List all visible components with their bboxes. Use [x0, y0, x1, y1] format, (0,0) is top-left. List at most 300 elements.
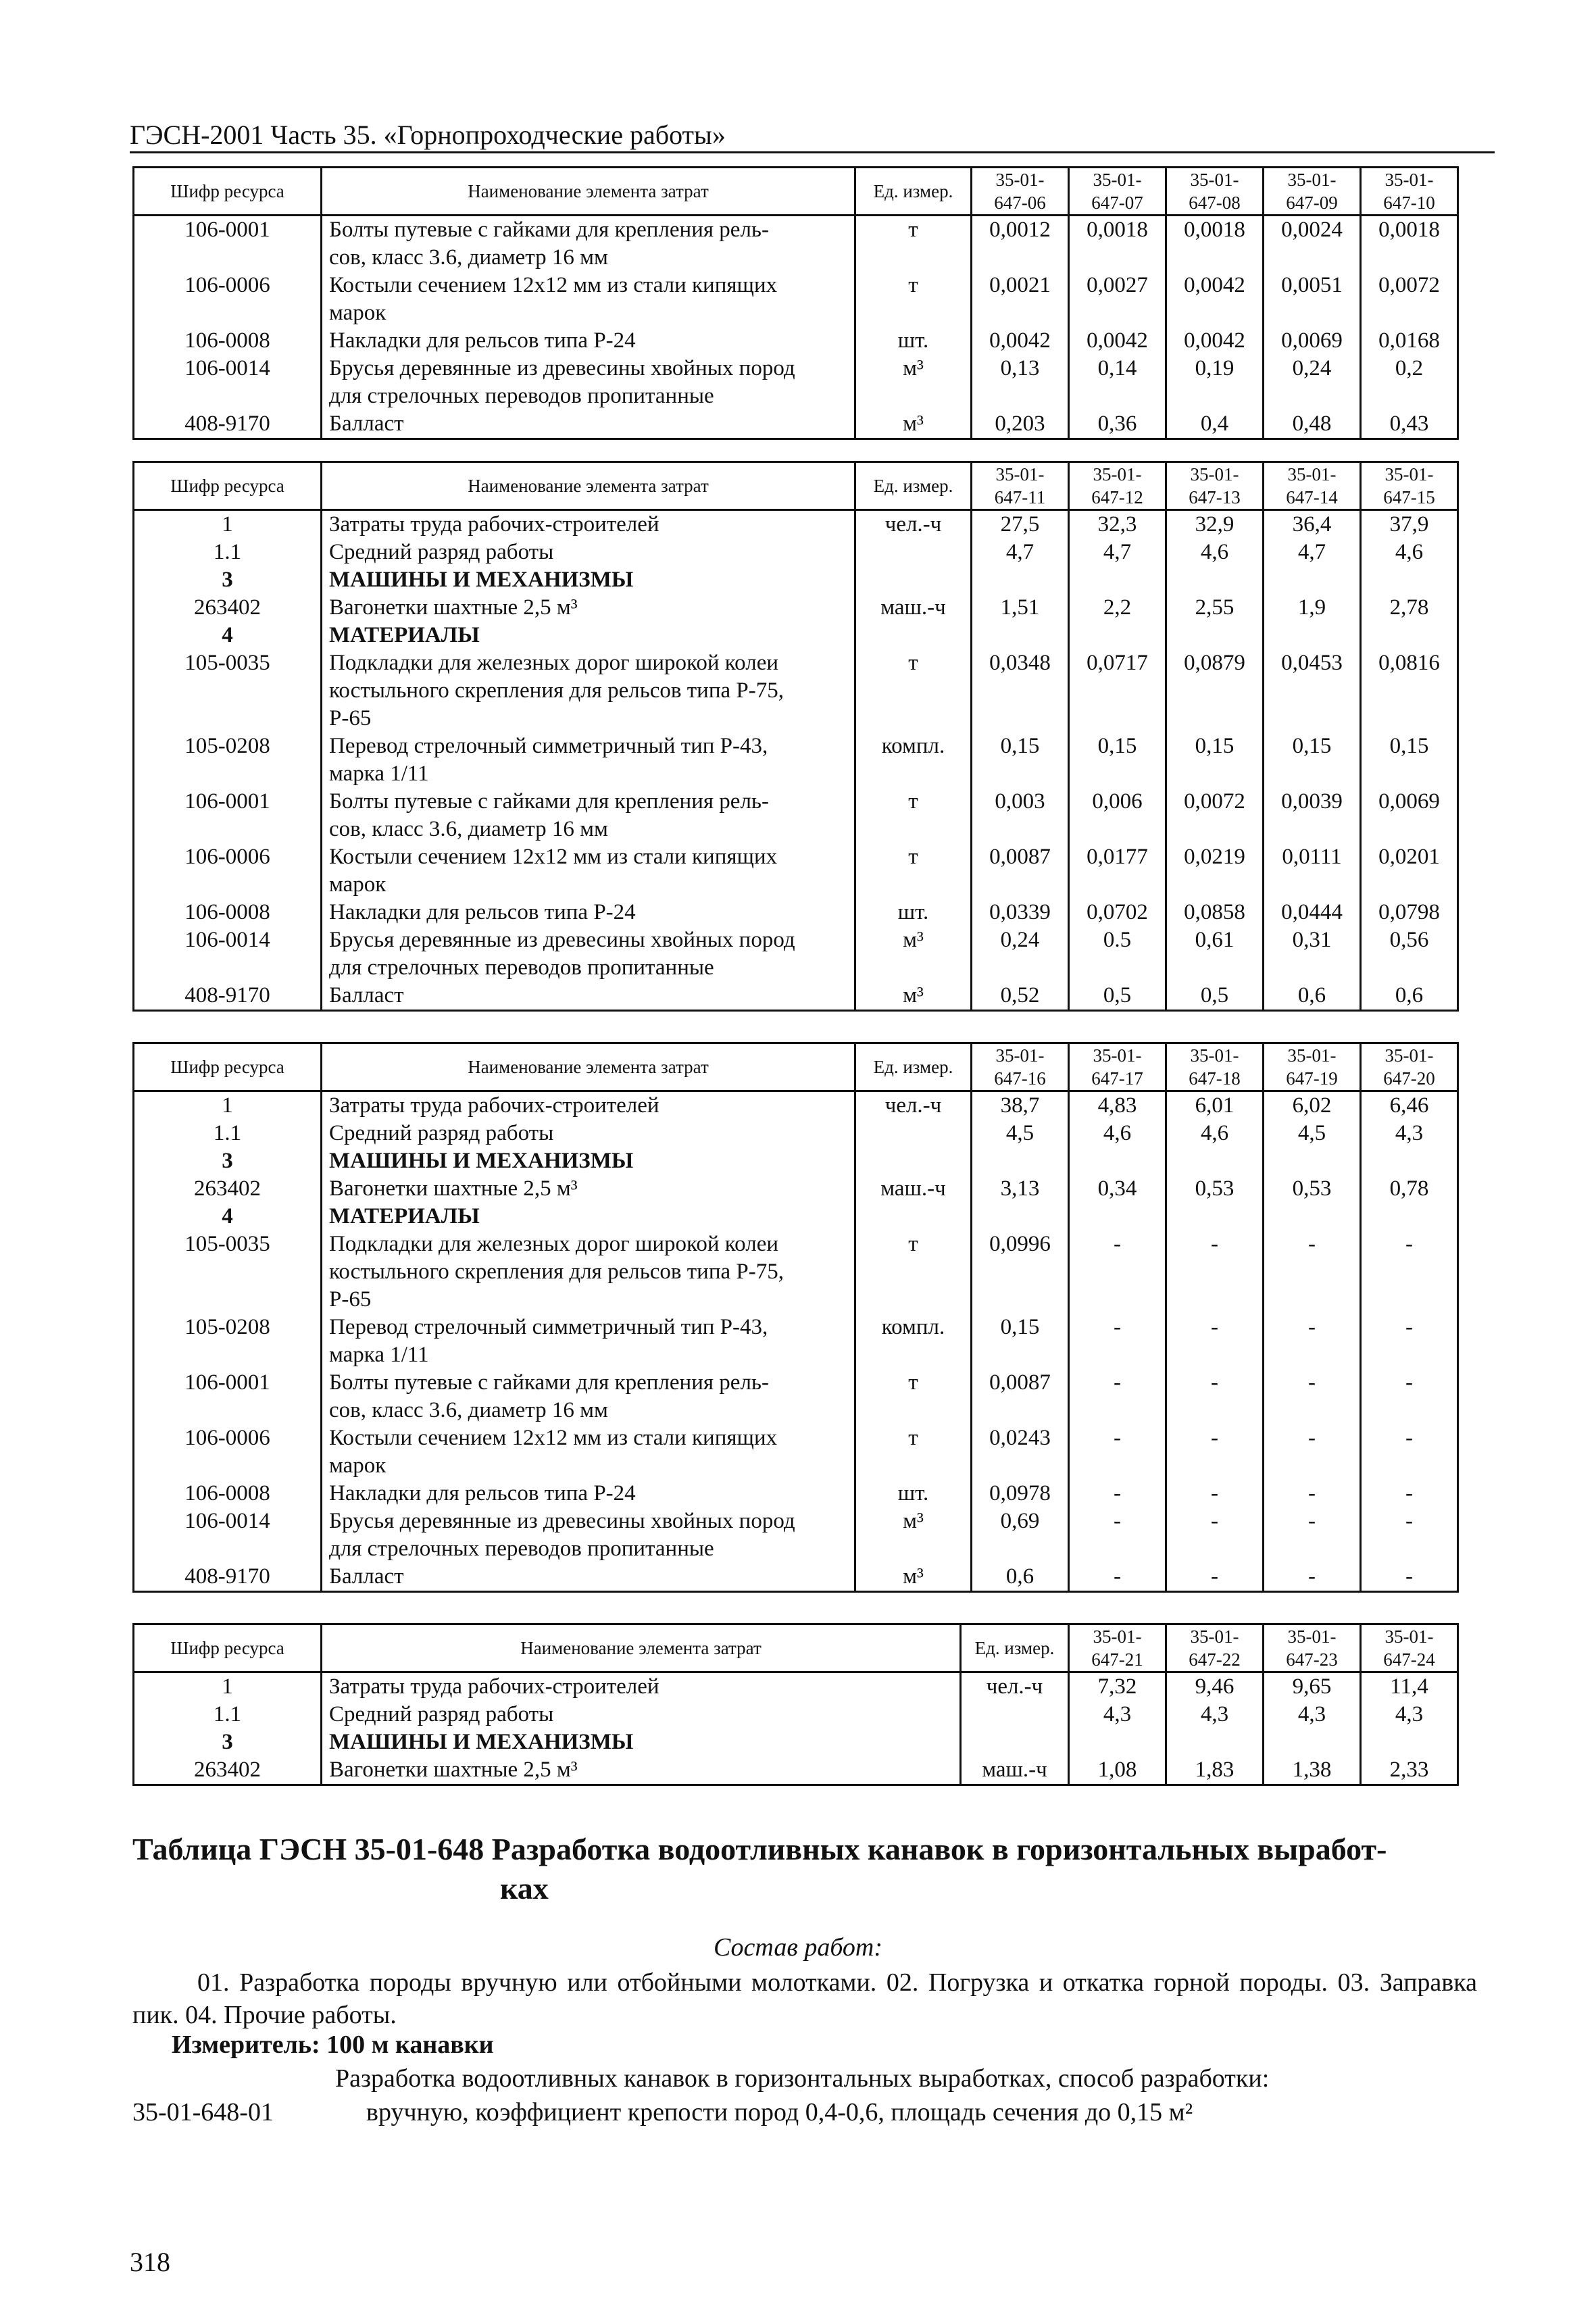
- norm-value: [1166, 622, 1264, 649]
- header-name: Наименование элемента затрат: [322, 1624, 961, 1672]
- resource-name: Затраты труда рабочих-строителей: [322, 510, 855, 539]
- resource-code: 263402: [134, 594, 322, 622]
- norm-value: [1166, 1203, 1264, 1230]
- table-row: [134, 1508, 1458, 1563]
- page-number: 318: [130, 2247, 170, 2277]
- norm-value: -: [1361, 1563, 1458, 1592]
- section-row: [134, 1147, 1458, 1175]
- header-column-code: 35-01- 647-22: [1166, 1624, 1264, 1672]
- table-row: [134, 539, 1458, 566]
- unit-of-measure: [855, 1203, 972, 1230]
- resource-code: 106-0006: [134, 272, 322, 327]
- resource-name: Накладки для рельсов типа Р-24: [322, 327, 855, 355]
- norm-value: 0,24: [1264, 355, 1361, 410]
- norm-value: [1361, 622, 1458, 649]
- unit-of-measure: чел.-ч: [855, 510, 972, 539]
- norm-value: 0,0042: [1069, 327, 1166, 355]
- norm-value: 4,6: [1069, 1120, 1166, 1147]
- resource-name: Костыли сечением 12х12 мм из стали кипящих марок: [322, 272, 855, 327]
- norm-value: [972, 1147, 1069, 1175]
- section-row: [134, 622, 1458, 649]
- norm-value: -: [1166, 1314, 1264, 1369]
- norm-value: 0,0219: [1166, 843, 1264, 899]
- header-name: Наименование элемента затрат: [322, 168, 855, 216]
- norm-value: 0,0243: [972, 1424, 1069, 1480]
- norm-value: 0,0702: [1069, 899, 1166, 926]
- resource-name: Балласт: [322, 1563, 855, 1592]
- norm-value: 0,56: [1361, 926, 1458, 982]
- resource-code: 106-0001: [134, 1369, 322, 1424]
- resource-code: 105-0208: [134, 732, 322, 788]
- method-line: Разработка водоотливных канавок в горизонтальных выработках, способ разработки:: [335, 2064, 1270, 2093]
- table-row: [134, 594, 1458, 622]
- norm-value: 0,69: [972, 1508, 1069, 1563]
- norm-value: 0,0069: [1264, 327, 1361, 355]
- resource-code: 3: [134, 1728, 322, 1756]
- norm-value: 3,13: [972, 1175, 1069, 1203]
- table-row: [134, 788, 1458, 843]
- resource-name: Перевод стрелочный симметричный тип Р-43, марка 1/11: [322, 732, 855, 788]
- norm-value: 6,46: [1361, 1091, 1458, 1120]
- norm-value: 0,15: [972, 732, 1069, 788]
- resource-code: 3: [134, 1147, 322, 1175]
- resource-code: 105-0208: [134, 1314, 322, 1369]
- section-row: [134, 1728, 1458, 1756]
- norm-value: 0,19: [1166, 355, 1264, 410]
- resource-name: МАТЕРИАЛЫ: [322, 1203, 855, 1230]
- resource-name: Средний разряд работы: [322, 1120, 855, 1147]
- norm-value: -: [1361, 1369, 1458, 1424]
- norm-value: [1166, 1728, 1264, 1756]
- norm-value: 0,203: [972, 410, 1069, 439]
- resource-table-3: [132, 1042, 1459, 1593]
- unit-of-measure: м³: [855, 410, 972, 439]
- norm-value: 27,5: [972, 510, 1069, 539]
- resource-name: Перевод стрелочный симметричный тип Р-43, марка 1/11: [322, 1314, 855, 1369]
- unit-of-measure: т: [855, 649, 972, 732]
- norm-value: 1,08: [1069, 1756, 1166, 1785]
- header-code: Шифр ресурса: [134, 462, 322, 510]
- header-column-code: 35-01- 647-13: [1166, 462, 1264, 510]
- table-row: [134, 899, 1458, 926]
- norm-value: -: [1361, 1314, 1458, 1369]
- resource-code: 106-0008: [134, 327, 322, 355]
- resource-table-2: [132, 461, 1459, 1012]
- norm-value: 0,0012: [972, 216, 1069, 272]
- norm-value: -: [1166, 1508, 1264, 1563]
- table-row: [134, 926, 1458, 982]
- resource-table-4: [132, 1623, 1459, 1786]
- resource-name: Брусья деревянные из древесины хвойных пород для стрелочных переводов пропитанные: [322, 926, 855, 982]
- norm-value: [1361, 566, 1458, 594]
- norm-value: [972, 1203, 1069, 1230]
- table-row: [134, 1314, 1458, 1369]
- unit-of-measure: чел.-ч: [961, 1672, 1069, 1701]
- norm-value: -: [1166, 1424, 1264, 1480]
- norm-value: 0,13: [972, 355, 1069, 410]
- resource-name: МАШИНЫ И МЕХАНИЗМЫ: [322, 566, 855, 594]
- resource-name: Средний разряд работы: [322, 1701, 961, 1728]
- resource-code: 4: [134, 1203, 322, 1230]
- norm-value: 36,4: [1264, 510, 1361, 539]
- norm-value: 0,15: [1069, 732, 1166, 788]
- norm-value: -: [1069, 1424, 1166, 1480]
- norm-value: -: [1069, 1230, 1166, 1314]
- norm-value: 0,53: [1264, 1175, 1361, 1203]
- resource-code: 1: [134, 510, 322, 539]
- header-column-code: 35-01- 647-19: [1264, 1043, 1361, 1091]
- resource-code: 1.1: [134, 1701, 322, 1728]
- norm-value: 4,5: [972, 1120, 1069, 1147]
- norm-value: 0,78: [1361, 1175, 1458, 1203]
- norm-value: [1361, 1728, 1458, 1756]
- section-row: [134, 1203, 1458, 1230]
- norm-value: [1166, 566, 1264, 594]
- norm-value: 38,7: [972, 1091, 1069, 1120]
- norm-value: -: [1264, 1424, 1361, 1480]
- unit-of-measure: шт.: [855, 327, 972, 355]
- norm-value: 0,31: [1264, 926, 1361, 982]
- header-name: Наименование элемента затрат: [322, 462, 855, 510]
- norm-value: 0,15: [1264, 732, 1361, 788]
- norm-value: -: [1264, 1230, 1361, 1314]
- norm-value: 4,6: [1166, 539, 1264, 566]
- norm-value: 0,0879: [1166, 649, 1264, 732]
- table-row: [134, 982, 1458, 1011]
- norm-value: 0,53: [1166, 1175, 1264, 1203]
- resource-code: 35-01-648-01: [132, 2098, 274, 2126]
- norm-value: 1,38: [1264, 1756, 1361, 1785]
- resource-code: 408-9170: [134, 982, 322, 1011]
- unit-of-measure: т: [855, 1424, 972, 1480]
- resource-name: Костыли сечением 12х12 мм из стали кипящих марок: [322, 1424, 855, 1480]
- norm-value: 0,0024: [1264, 216, 1361, 272]
- norm-value: 11,4: [1361, 1672, 1458, 1701]
- norm-value: -: [1166, 1369, 1264, 1424]
- resource-code: 105-0035: [134, 649, 322, 732]
- code-line: [132, 2097, 1193, 2127]
- table-row: [134, 1480, 1458, 1508]
- table-header-row: [134, 462, 1458, 510]
- header-column-code: 35-01- 647-23: [1264, 1624, 1361, 1672]
- table-title-line-1: Таблица ГЭСН 35-01-648 Разработка водоотливных канавок в горизонтальных выработ-: [132, 1832, 1387, 1866]
- table-row: [134, 1424, 1458, 1480]
- norm-value: 4,3: [1069, 1701, 1166, 1728]
- resource-description: вручную, коэффициент крепости пород 0,4-0,6, площадь сечения до 0,15 м²: [366, 2098, 1193, 2126]
- header-column-code: 35-01- 647-18: [1166, 1043, 1264, 1091]
- table-row: [134, 1175, 1458, 1203]
- norm-value: [972, 622, 1069, 649]
- resource-code: 1: [134, 1091, 322, 1120]
- norm-value: -: [1264, 1314, 1361, 1369]
- resource-name: Подкладки для железных дорог широкой колеи костыльного скрепления для рельсов типа Р-75, Р-65: [322, 1230, 855, 1314]
- header-column-code: 35-01- 647-20: [1361, 1043, 1458, 1091]
- header-column-code: 35-01- 647-10: [1361, 168, 1458, 216]
- unit-of-measure: маш.-ч: [855, 1175, 972, 1203]
- resource-name: Брусья деревянные из древесины хвойных пород для стрелочных переводов пропитанные: [322, 355, 855, 410]
- norm-value: 4,83: [1069, 1091, 1166, 1120]
- resource-name: Костыли сечением 12х12 мм из стали кипящих марок: [322, 843, 855, 899]
- norm-value: -: [1264, 1480, 1361, 1508]
- norm-value: [1264, 1147, 1361, 1175]
- norm-value: -: [1166, 1563, 1264, 1592]
- norm-value: 1,83: [1166, 1756, 1264, 1785]
- header-column-code: 35-01- 647-11: [972, 462, 1069, 510]
- norm-value: 0,0858: [1166, 899, 1264, 926]
- resource-table-1: [132, 166, 1459, 440]
- norm-value: 7,32: [1069, 1672, 1166, 1701]
- norm-value: 0,0051: [1264, 272, 1361, 327]
- norm-value: 0,0453: [1264, 649, 1361, 732]
- norm-value: 4,3: [1166, 1701, 1264, 1728]
- norm-value: 4,6: [1361, 539, 1458, 566]
- resource-code: 1.1: [134, 539, 322, 566]
- norm-value: 0,0339: [972, 899, 1069, 926]
- unit-of-measure: т: [855, 1369, 972, 1424]
- norm-value: [1264, 1203, 1361, 1230]
- norm-value: 32,3: [1069, 510, 1166, 539]
- resource-code: 106-0001: [134, 216, 322, 272]
- norm-value: [972, 566, 1069, 594]
- norm-value: 0,48: [1264, 410, 1361, 439]
- table-row: [134, 1369, 1458, 1424]
- resource-code: 106-0008: [134, 899, 322, 926]
- table-row: [134, 510, 1458, 539]
- header-column-code: 35-01- 647-17: [1069, 1043, 1166, 1091]
- resource-code: 263402: [134, 1756, 322, 1785]
- resource-code: 408-9170: [134, 410, 322, 439]
- unit-of-measure: м³: [855, 926, 972, 982]
- header-code: Шифр ресурса: [134, 1624, 322, 1672]
- norm-value: [1069, 1728, 1166, 1756]
- resource-code: 106-0008: [134, 1480, 322, 1508]
- norm-value: 0,0042: [1166, 327, 1264, 355]
- resource-name: Болты путевые с гайками для крепления рель- сов, класс 3.6, диаметр 16 мм: [322, 788, 855, 843]
- header-unit: Ед. измер.: [855, 462, 972, 510]
- norm-value: 0,15: [1361, 732, 1458, 788]
- norm-value: -: [1166, 1230, 1264, 1314]
- norm-value: 4,3: [1361, 1120, 1458, 1147]
- norm-value: 0,0069: [1361, 788, 1458, 843]
- norm-value: 0,15: [1166, 732, 1264, 788]
- table-row: [134, 1563, 1458, 1592]
- norm-value: 0,0201: [1361, 843, 1458, 899]
- header-column-code: 35-01- 647-14: [1264, 462, 1361, 510]
- unit-of-measure: [855, 622, 972, 649]
- resource-name: Болты путевые с гайками для крепления рель- сов, класс 3.6, диаметр 16 мм: [322, 1369, 855, 1424]
- header-column-code: 35-01- 647-09: [1264, 168, 1361, 216]
- norm-value: [1069, 1147, 1166, 1175]
- norm-value: 0,14: [1069, 355, 1166, 410]
- norm-value: 0,6: [1361, 982, 1458, 1011]
- norm-value: 0,5: [1166, 982, 1264, 1011]
- norm-value: 2,78: [1361, 594, 1458, 622]
- norm-value: 4,6: [1166, 1120, 1264, 1147]
- unit-of-measure: [855, 539, 972, 566]
- unit-of-measure: маш.-ч: [855, 594, 972, 622]
- unit-of-measure: [855, 1120, 972, 1147]
- norm-value: -: [1069, 1563, 1166, 1592]
- norm-value: 0,36: [1069, 410, 1166, 439]
- header-column-code: 35-01- 647-21: [1069, 1624, 1166, 1672]
- norm-value: 0,0087: [972, 843, 1069, 899]
- norm-value: 0,15: [972, 1314, 1069, 1369]
- norm-value: 0,4: [1166, 410, 1264, 439]
- norm-value: [1166, 1147, 1264, 1175]
- norm-value: 9,46: [1166, 1672, 1264, 1701]
- unit-of-measure: м³: [855, 355, 972, 410]
- table-title-line-2: ках: [500, 1871, 549, 1906]
- header-column-code: 35-01- 647-07: [1069, 168, 1166, 216]
- composition-text: 01. Разработка породы вручную или отбойными молотками. 02. Погрузка и откатка горной породы. 03. Заправка пик. 04. Прочие работы.: [132, 1968, 1477, 2029]
- norm-value: 4,7: [1264, 539, 1361, 566]
- resource-name: МАШИНЫ И МЕХАНИЗМЫ: [322, 1147, 855, 1175]
- header-code: Шифр ресурса: [134, 1043, 322, 1091]
- resource-code: 263402: [134, 1175, 322, 1203]
- norm-value: 4,5: [1264, 1120, 1361, 1147]
- header-unit: Ед. измер.: [855, 168, 972, 216]
- resource-code: 106-0006: [134, 843, 322, 899]
- resource-name: Накладки для рельсов типа Р-24: [322, 1480, 855, 1508]
- norm-value: 0,6: [1264, 982, 1361, 1011]
- norm-value: 0,52: [972, 982, 1069, 1011]
- table-row: [134, 1756, 1458, 1785]
- unit-of-measure: чел.-ч: [855, 1091, 972, 1120]
- measurer: Измеритель: 100 м канавки: [172, 2031, 494, 2059]
- norm-value: 6,01: [1166, 1091, 1264, 1120]
- norm-value: 0,5: [1069, 982, 1166, 1011]
- norm-value: -: [1069, 1480, 1166, 1508]
- norm-value: 2,2: [1069, 594, 1166, 622]
- table-row: [134, 1120, 1458, 1147]
- header-column-code: 35-01- 647-15: [1361, 462, 1458, 510]
- resource-name: Средний разряд работы: [322, 539, 855, 566]
- norm-value: 0,0348: [972, 649, 1069, 732]
- norm-value: 37,9: [1361, 510, 1458, 539]
- unit-of-measure: [961, 1701, 1069, 1728]
- unit-of-measure: т: [855, 788, 972, 843]
- table-row: [134, 1230, 1458, 1314]
- norm-value: -: [1361, 1480, 1458, 1508]
- norm-value: [1361, 1203, 1458, 1230]
- resource-code: 106-0001: [134, 788, 322, 843]
- norm-value: 0,0816: [1361, 649, 1458, 732]
- norm-value: 4,3: [1361, 1701, 1458, 1728]
- resource-code: 106-0006: [134, 1424, 322, 1480]
- norm-value: 1,9: [1264, 594, 1361, 622]
- header-rule: [130, 151, 1495, 153]
- unit-of-measure: [961, 1728, 1069, 1756]
- resource-name: Балласт: [322, 982, 855, 1011]
- table-row: [134, 327, 1458, 355]
- norm-value: 0,0018: [1069, 216, 1166, 272]
- resource-name: Вагонетки шахтные 2,5 м³: [322, 594, 855, 622]
- resource-name: Вагонетки шахтные 2,5 м³: [322, 1756, 961, 1785]
- table-row: [134, 410, 1458, 439]
- resource-name: Болты путевые с гайками для крепления рель- сов, класс 3.6, диаметр 16 мм: [322, 216, 855, 272]
- norm-value: 32,9: [1166, 510, 1264, 539]
- header-column-code: 35-01- 647-24: [1361, 1624, 1458, 1672]
- composition-label: Состав работ:: [713, 1933, 883, 1962]
- unit-of-measure: т: [855, 843, 972, 899]
- norm-value: 2,33: [1361, 1756, 1458, 1785]
- resource-name: МАТЕРИАЛЫ: [322, 622, 855, 649]
- running-head: ГЭСН-2001 Часть 35. «Горнопроходческие работы»: [130, 120, 726, 150]
- unit-of-measure: шт.: [855, 1480, 972, 1508]
- table-header-row: [134, 1043, 1458, 1091]
- header-column-code: 35-01- 647-12: [1069, 462, 1166, 510]
- norm-value: -: [1069, 1369, 1166, 1424]
- norm-value: 0,24: [972, 926, 1069, 982]
- norm-value: -: [1361, 1508, 1458, 1563]
- norm-value: [1361, 1147, 1458, 1175]
- resource-code: 408-9170: [134, 1563, 322, 1592]
- resource-code: 3: [134, 566, 322, 594]
- norm-value: 0,0042: [1166, 272, 1264, 327]
- norm-value: 0,0018: [1361, 216, 1458, 272]
- resource-code: 106-0014: [134, 1508, 322, 1563]
- resource-name: Накладки для рельсов типа Р-24: [322, 899, 855, 926]
- norm-value: 0,006: [1069, 788, 1166, 843]
- norm-value: 0,0444: [1264, 899, 1361, 926]
- norm-value: -: [1166, 1480, 1264, 1508]
- norm-value: 0,0798: [1361, 899, 1458, 926]
- table-row: [134, 1091, 1458, 1120]
- unit-of-measure: компл.: [855, 1314, 972, 1369]
- norm-value: 0.5: [1069, 926, 1166, 982]
- table-header-row: [134, 168, 1458, 216]
- norm-value: 9,65: [1264, 1672, 1361, 1701]
- norm-value: 0,0018: [1166, 216, 1264, 272]
- table-header-row: [134, 1624, 1458, 1672]
- norm-value: 0,6: [972, 1563, 1069, 1592]
- unit-of-measure: [855, 566, 972, 594]
- table-row: [134, 272, 1458, 327]
- unit-of-measure: т: [855, 216, 972, 272]
- norm-value: 0,0717: [1069, 649, 1166, 732]
- norm-value: 0,34: [1069, 1175, 1166, 1203]
- norm-value: 0,0072: [1166, 788, 1264, 843]
- norm-value: 0,0168: [1361, 327, 1458, 355]
- resource-code: 1.1: [134, 1120, 322, 1147]
- table-row: [134, 216, 1458, 272]
- unit-of-measure: компл.: [855, 732, 972, 788]
- table-row: [134, 355, 1458, 410]
- resource-code: 1: [134, 1672, 322, 1701]
- norm-value: -: [1264, 1508, 1361, 1563]
- norm-value: [1069, 1203, 1166, 1230]
- unit-of-measure: т: [855, 272, 972, 327]
- resource-name: Подкладки для железных дорог широкой колеи костыльного скрепления для рельсов типа Р-75, Р-65: [322, 649, 855, 732]
- norm-value: 0,0111: [1264, 843, 1361, 899]
- norm-value: 0,0042: [972, 327, 1069, 355]
- norm-value: 0,2: [1361, 355, 1458, 410]
- resource-name: Брусья деревянные из древесины хвойных пород для стрелочных переводов пропитанные: [322, 1508, 855, 1563]
- norm-value: -: [1361, 1230, 1458, 1314]
- resource-code: 105-0035: [134, 1230, 322, 1314]
- header-column-code: 35-01- 647-08: [1166, 168, 1264, 216]
- table-row: [134, 1672, 1458, 1701]
- unit-of-measure: маш.-ч: [961, 1756, 1069, 1785]
- norm-value: 0,0996: [972, 1230, 1069, 1314]
- header-unit: Ед. измер.: [961, 1624, 1069, 1672]
- norm-value: 1,51: [972, 594, 1069, 622]
- norm-value: -: [1069, 1508, 1166, 1563]
- table-row: [134, 649, 1458, 732]
- norm-value: 6,02: [1264, 1091, 1361, 1120]
- table-row: [134, 732, 1458, 788]
- norm-value: 0,61: [1166, 926, 1264, 982]
